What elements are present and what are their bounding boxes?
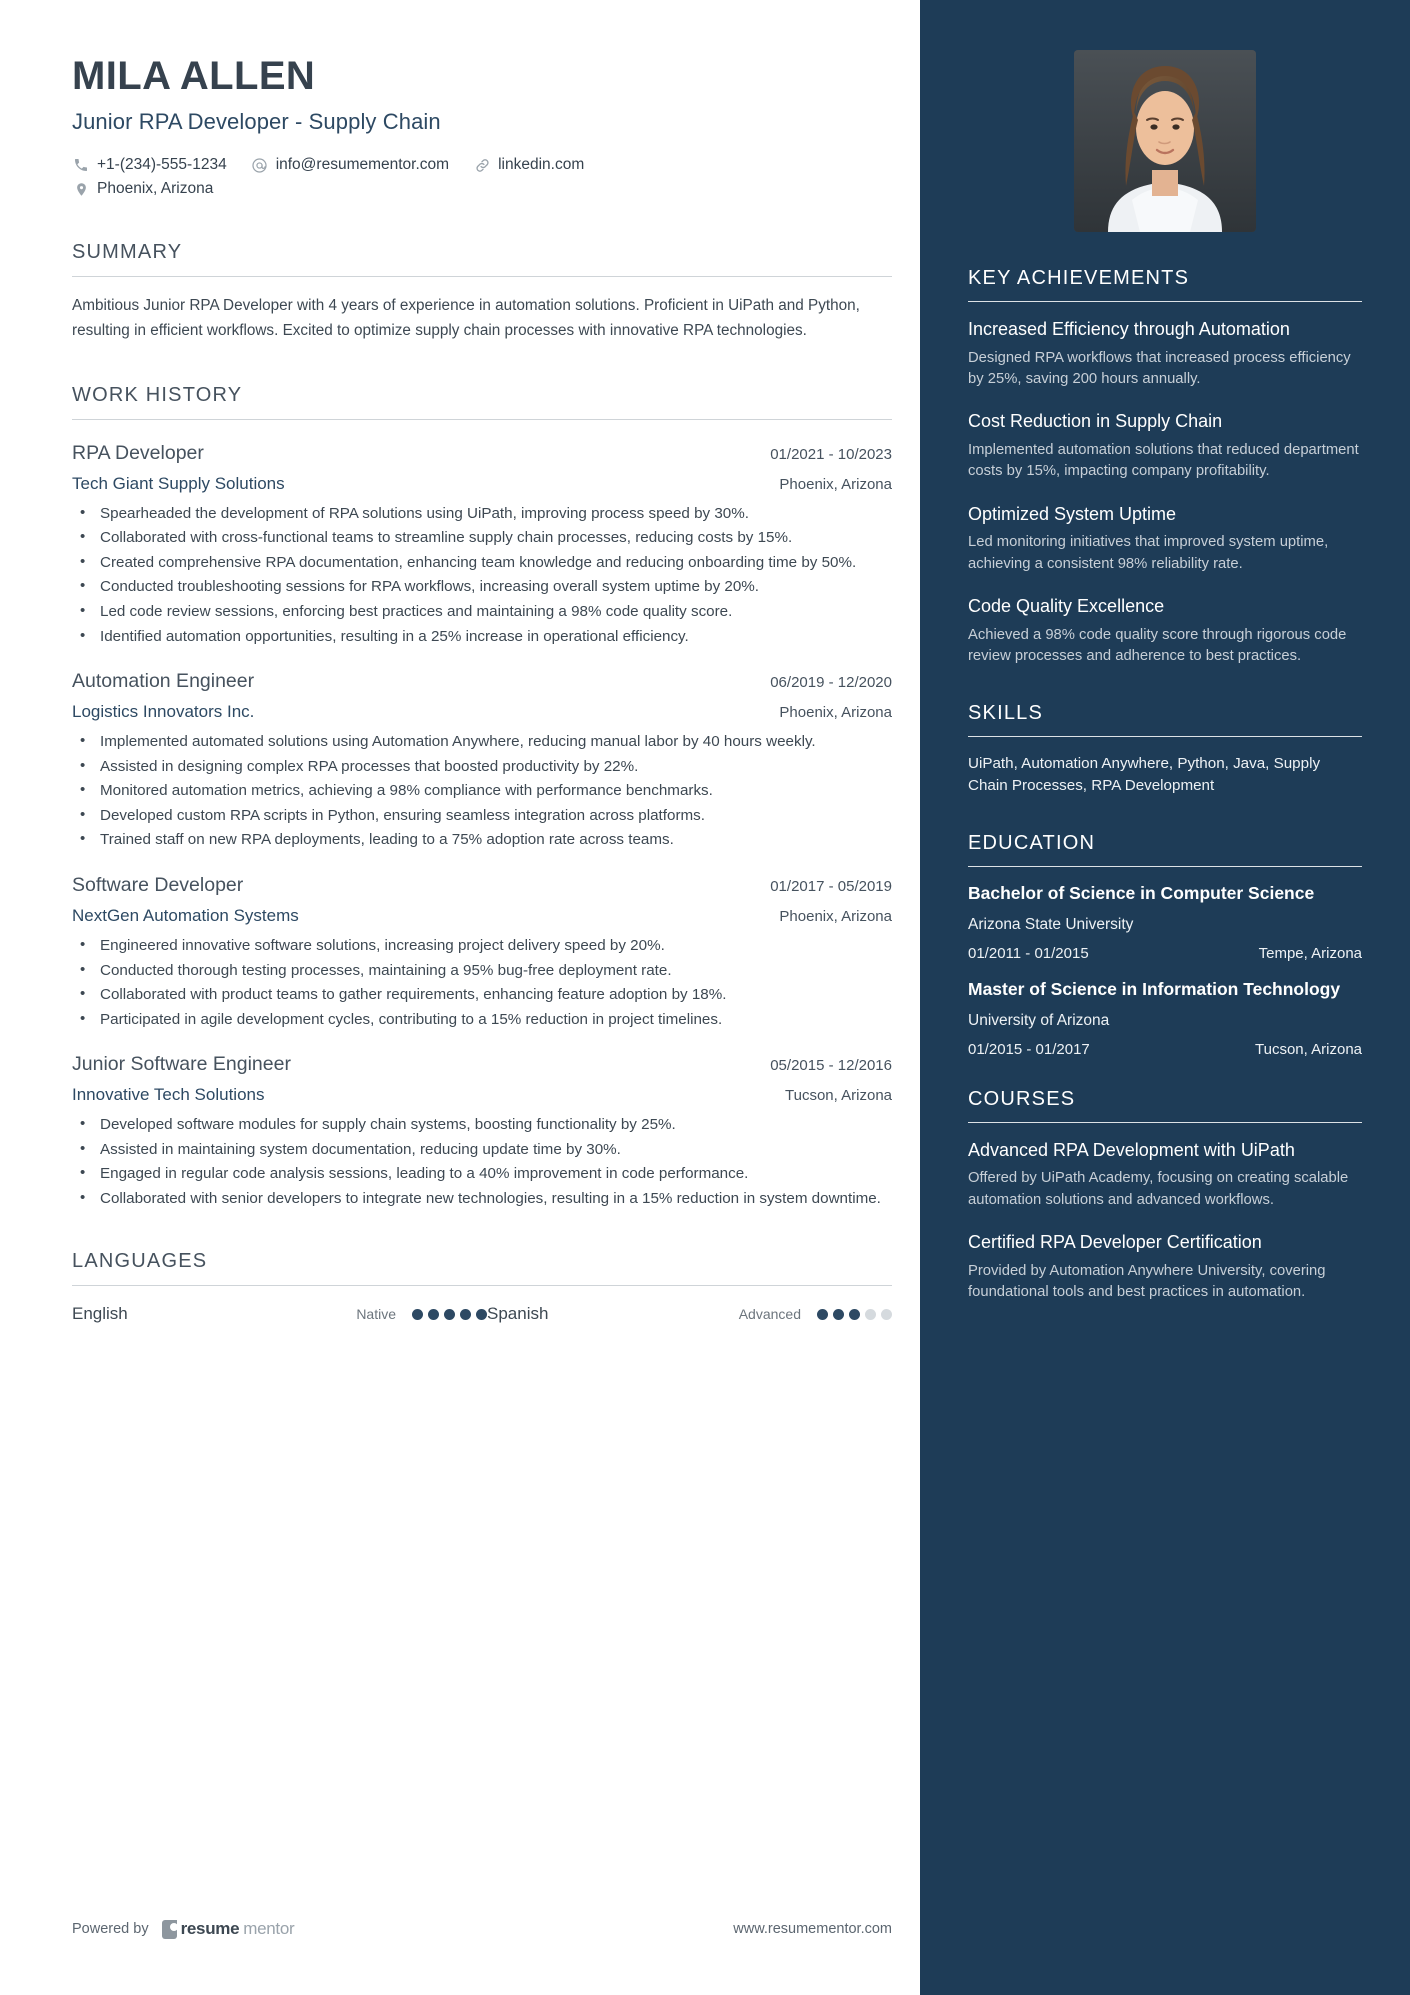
job-position: RPA Developer	[72, 441, 204, 464]
footer	[72, 1919, 892, 1939]
link-icon	[473, 156, 491, 174]
job-bullet: • Conducted troubleshooting sessions for RPA workflows, increasing overall system uptime by 20%.	[72, 575, 892, 599]
job-position: Automation Engineer	[72, 670, 255, 693]
course-title: Certified RPA Developer Certification	[968, 1232, 1262, 1253]
job-header-row	[72, 874, 892, 897]
job-bullet: • Assisted in maintaining system documentation, reducing update time by 30%.	[72, 1138, 892, 1162]
avatar-image	[1074, 50, 1256, 232]
job-location: Phoenix, Arizona	[779, 907, 892, 925]
powered-by-block	[72, 1919, 294, 1939]
course-item	[968, 1139, 1362, 1211]
job-header-row	[72, 670, 892, 693]
education-location: Tempe, Arizona	[1258, 945, 1362, 963]
contact-email-text: info@resumementor.com	[275, 156, 450, 174]
job-bullet: • Collaborated with senior developers to integrate new technologies, resulting in a 15% reduction in system downtime.	[72, 1187, 892, 1211]
job-dates: 01/2021 - 10/2023	[770, 445, 892, 463]
achievement-description: Led monitoring initiatives that improved system uptime, achieving a consistent 98% reliability rate.	[968, 534, 1329, 572]
achievement-description: Implemented automation solutions that reduced department costs by 15%, impacting company profitability.	[968, 441, 1359, 480]
job-subheader-row	[72, 906, 892, 926]
courses-heading: COURSES	[968, 1087, 1076, 1110]
achievements-divider	[968, 301, 1362, 302]
work-history-divider	[72, 419, 892, 420]
language-name: Spanish	[487, 1304, 549, 1324]
job-subheader-row	[72, 474, 892, 494]
job-bullet: • Conducted thorough testing processes, maintaining a 95% bug-free deployment rate.	[72, 959, 892, 983]
contact-phone[interactable]	[72, 153, 227, 177]
job-dates: 06/2019 - 12/2020	[770, 674, 892, 692]
languages-row	[72, 1304, 892, 1324]
sidebar	[920, 0, 1410, 1995]
job-header-row	[72, 442, 892, 465]
brand-name-light: mentor	[243, 1919, 295, 1938]
achievement-title: Optimized System Uptime	[968, 503, 1177, 524]
rating-dot-filled	[849, 1309, 860, 1320]
education-dates: 01/2015 - 01/2017	[968, 1040, 1090, 1058]
summary-text: Ambitious Junior RPA Developer with 4 years of experience in automation solutions. Proficient in UiPath and Python, resulting in efficient workflows. Excited to optimize supply chain processes with innovative RPA technologies.	[72, 297, 860, 339]
job-bullet: • Engaged in regular code analysis sessions, leading to a 40% improvement in code performance.	[72, 1162, 892, 1186]
work-history-entry	[72, 670, 892, 852]
skills-section	[968, 702, 1362, 799]
job-bullet: • Implemented automated solutions using Automation Anywhere, reducing manual labor by 40 hours weekly.	[72, 730, 892, 754]
job-company: Innovative Tech Solutions	[72, 1085, 265, 1105]
footer-website[interactable]: www.resumementor.com	[733, 1921, 892, 1937]
resumementor-logo	[162, 1919, 295, 1939]
job-bullet: • Created comprehensive RPA documentation, enhancing team knowledge and reducing onboarding time by 50%.	[72, 551, 892, 575]
education-meta	[968, 1041, 1362, 1058]
job-subheader-row	[72, 702, 892, 722]
achievements-section	[968, 267, 1362, 668]
job-dates: 05/2015 - 12/2016	[770, 1057, 892, 1075]
summary-divider	[72, 276, 892, 277]
language-level: Native	[356, 1306, 396, 1323]
job-company: Tech Giant Supply Solutions	[72, 473, 285, 493]
job-bullet-list	[72, 1113, 892, 1210]
email-icon	[251, 156, 269, 174]
job-dates: 01/2017 - 05/2019	[770, 877, 892, 895]
job-bullet: • Monitored automation metrics, achieving a 98% compliance with performance benchmarks.	[72, 779, 892, 803]
job-bullet-list	[72, 730, 892, 852]
summary-heading: SUMMARY	[72, 241, 183, 264]
rating-dot-filled	[428, 1309, 439, 1320]
job-bullet: • Identified automation opportunities, resulting in a 25% increase in operational efficiency.	[72, 625, 892, 649]
contact-row-primary	[72, 153, 892, 177]
language-rating-dots	[412, 1309, 487, 1320]
education-degree: Bachelor of Science in Computer Science	[968, 883, 1315, 904]
language-name: English	[72, 1304, 128, 1324]
contact-location-text: Phoenix, Arizona	[97, 180, 214, 198]
powered-by-label: Powered by	[72, 1921, 149, 1937]
job-header-row	[72, 1053, 892, 1076]
education-section	[968, 832, 1362, 1058]
job-company: NextGen Automation Systems	[72, 905, 299, 925]
achievements-heading: KEY ACHIEVEMENTS	[968, 267, 1190, 289]
language-item	[72, 1304, 487, 1324]
job-position: Junior Software Engineer	[72, 1053, 291, 1076]
contact-row-location	[72, 177, 892, 201]
job-bullet: • Assisted in designing complex RPA processes that boosted productivity by 22%.	[72, 755, 892, 779]
headline-job-title: Junior RPA Developer - Supply Chain	[72, 109, 441, 135]
education-school: Arizona State University	[968, 916, 1134, 934]
rating-dot-filled	[412, 1309, 423, 1320]
job-bullet: • Trained staff on new RPA deployments, leading to a 75% adoption rate across teams.	[72, 828, 892, 852]
language-item	[487, 1304, 892, 1324]
achievement-title: Cost Reduction in Supply Chain	[968, 411, 1223, 432]
rating-dot-filled	[833, 1309, 844, 1320]
rating-dot-filled	[476, 1309, 487, 1320]
contact-info	[72, 153, 892, 201]
skills-heading: SKILLS	[968, 701, 1044, 724]
course-title: Advanced RPA Development with UiPath	[968, 1139, 1295, 1160]
resumementor-mark-icon	[162, 1920, 177, 1939]
education-dates: 01/2011 - 01/2015	[968, 945, 1089, 963]
job-bullet: • Spearheaded the development of RPA solutions using UiPath, improving process speed by 30%.	[72, 502, 892, 526]
avatar-container	[968, 50, 1362, 232]
job-bullet: • Developed custom RPA scripts in Python, ensuring seamless integration across platforms.	[72, 804, 892, 828]
rating-dot-empty	[881, 1309, 892, 1320]
achievement-item	[968, 318, 1362, 390]
job-location: Phoenix, Arizona	[779, 704, 892, 722]
education-meta	[968, 945, 1362, 962]
job-location: Phoenix, Arizona	[779, 475, 892, 493]
achievement-item	[968, 595, 1362, 667]
job-bullet-list	[72, 934, 892, 1031]
languages-divider	[72, 1285, 892, 1286]
rating-dot-filled	[817, 1309, 828, 1320]
courses-divider	[968, 1122, 1362, 1123]
achievement-item	[968, 410, 1362, 482]
contact-location	[72, 177, 213, 201]
job-bullet: • Led code review sessions, enforcing best practices and maintaining a 98% code quality score.	[72, 600, 892, 624]
job-bullet-list	[72, 502, 892, 648]
education-degree: Master of Science in Information Technology	[968, 979, 1341, 1000]
course-item	[968, 1231, 1362, 1303]
work-history-section	[72, 384, 892, 1211]
job-company: Logistics Innovators Inc.	[72, 702, 255, 722]
job-subheader-row	[72, 1085, 892, 1105]
job-bullet: • Collaborated with product teams to gather requirements, enhancing feature adoption by 18%.	[72, 983, 892, 1007]
summary-section	[72, 241, 892, 344]
job-position: Software Developer	[72, 873, 244, 896]
job-bullet: • Collaborated with cross-functional teams to streamline supply chain processes, reducing costs by 15%.	[72, 526, 892, 550]
page-title: MILA ALLEN	[72, 54, 316, 98]
work-history-heading: WORK HISTORY	[72, 383, 243, 406]
rating-dot-filled	[444, 1309, 455, 1320]
course-description: Provided by Automation Anywhere University, covering foundational tools and best practices in automation.	[968, 1262, 1326, 1301]
achievement-title: Code Quality Excellence	[968, 596, 1165, 617]
skills-text: UiPath, Automation Anywhere, Python, Java, Supply Chain Processes, RPA Development	[968, 754, 1321, 795]
achievement-item	[968, 503, 1362, 575]
phone-icon	[72, 156, 90, 174]
education-location: Tucson, Arizona	[1255, 1040, 1362, 1058]
education-divider	[968, 866, 1362, 867]
contact-linkedin-text: linkedin.com	[498, 156, 585, 174]
education-heading: EDUCATION	[968, 832, 1096, 855]
rating-dot-filled	[460, 1309, 471, 1320]
education-item	[968, 883, 1362, 962]
job-location: Tucson, Arizona	[785, 1087, 892, 1105]
work-history-entry	[72, 442, 892, 648]
language-level: Advanced	[738, 1306, 801, 1323]
brand-name-bold: resume	[180, 1919, 240, 1938]
location-pin-icon	[72, 180, 90, 198]
education-school: University of Arizona	[968, 1011, 1110, 1029]
course-description: Offered by UiPath Academy, focusing on creating scalable automation solutions and advanced workflows.	[968, 1170, 1349, 1208]
avatar	[1074, 50, 1256, 232]
rating-dot-empty	[865, 1309, 876, 1320]
work-history-entry	[72, 1053, 892, 1210]
job-bullet: • Participated in agile development cycles, contributing to a 15% reduction in project timelines.	[72, 1008, 892, 1032]
courses-section	[968, 1088, 1362, 1304]
contact-phone-text: +1-(234)-555-1234	[97, 156, 227, 174]
contact-linkedin[interactable]	[473, 153, 584, 177]
skills-divider	[968, 736, 1362, 737]
education-item	[968, 979, 1362, 1058]
job-bullet: • Developed software modules for supply chain systems, boosting functionality by 25%.	[72, 1113, 892, 1137]
language-rating-dots	[817, 1309, 892, 1320]
languages-heading: LANGUAGES	[72, 1250, 208, 1273]
contact-email[interactable]	[251, 153, 449, 177]
achievement-description: Designed RPA workflows that increased process efficiency by 25%, saving 200 hours annually.	[968, 349, 1351, 387]
languages-section	[72, 1250, 892, 1324]
achievement-description: Achieved a 98% code quality score through rigorous code review processes and adherence to best practices.	[968, 626, 1347, 665]
achievement-title: Increased Efficiency through Automation	[968, 319, 1290, 339]
job-bullet: • Engineered innovative software solutions, increasing project delivery speed by 20%.	[72, 934, 892, 958]
work-history-entry	[72, 874, 892, 1031]
